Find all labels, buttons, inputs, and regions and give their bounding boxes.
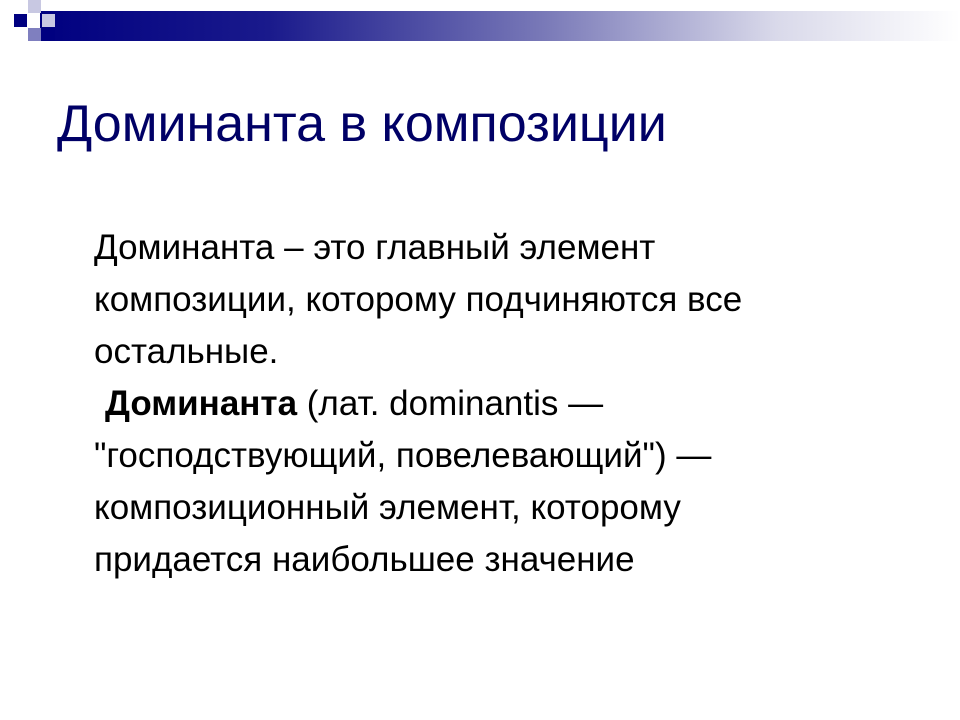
- etymology-paragraph: [94, 378, 934, 586]
- definition-paragraph: [94, 222, 934, 378]
- etymology-line: [94, 378, 934, 430]
- corner-square-decoration: [42, 14, 55, 27]
- definition-line: композиции, которому подчиняются все: [94, 280, 743, 319]
- slide-title: Доминанта в композиции: [57, 95, 667, 153]
- definition-line: остальные.: [94, 332, 279, 371]
- corner-square-decoration: [42, 28, 55, 41]
- corner-square-decoration: [28, 28, 41, 41]
- definition-line: Доминанта – это главный элемент: [94, 228, 656, 267]
- corner-square-decoration: [28, 0, 41, 13]
- header-gradient-bar: [40, 11, 960, 41]
- corner-square-decoration: [14, 14, 27, 27]
- etymology-line: придается наибольшее значение: [94, 540, 635, 579]
- etymology-term: Доминанта: [105, 384, 298, 423]
- etymology-line: композиционный элемент, которому: [94, 488, 681, 527]
- etymology-line: "господствующий, повелевающий") —: [94, 436, 712, 475]
- slide-body: [94, 222, 934, 586]
- etymology-origin: (лат. dominantis —: [297, 384, 604, 423]
